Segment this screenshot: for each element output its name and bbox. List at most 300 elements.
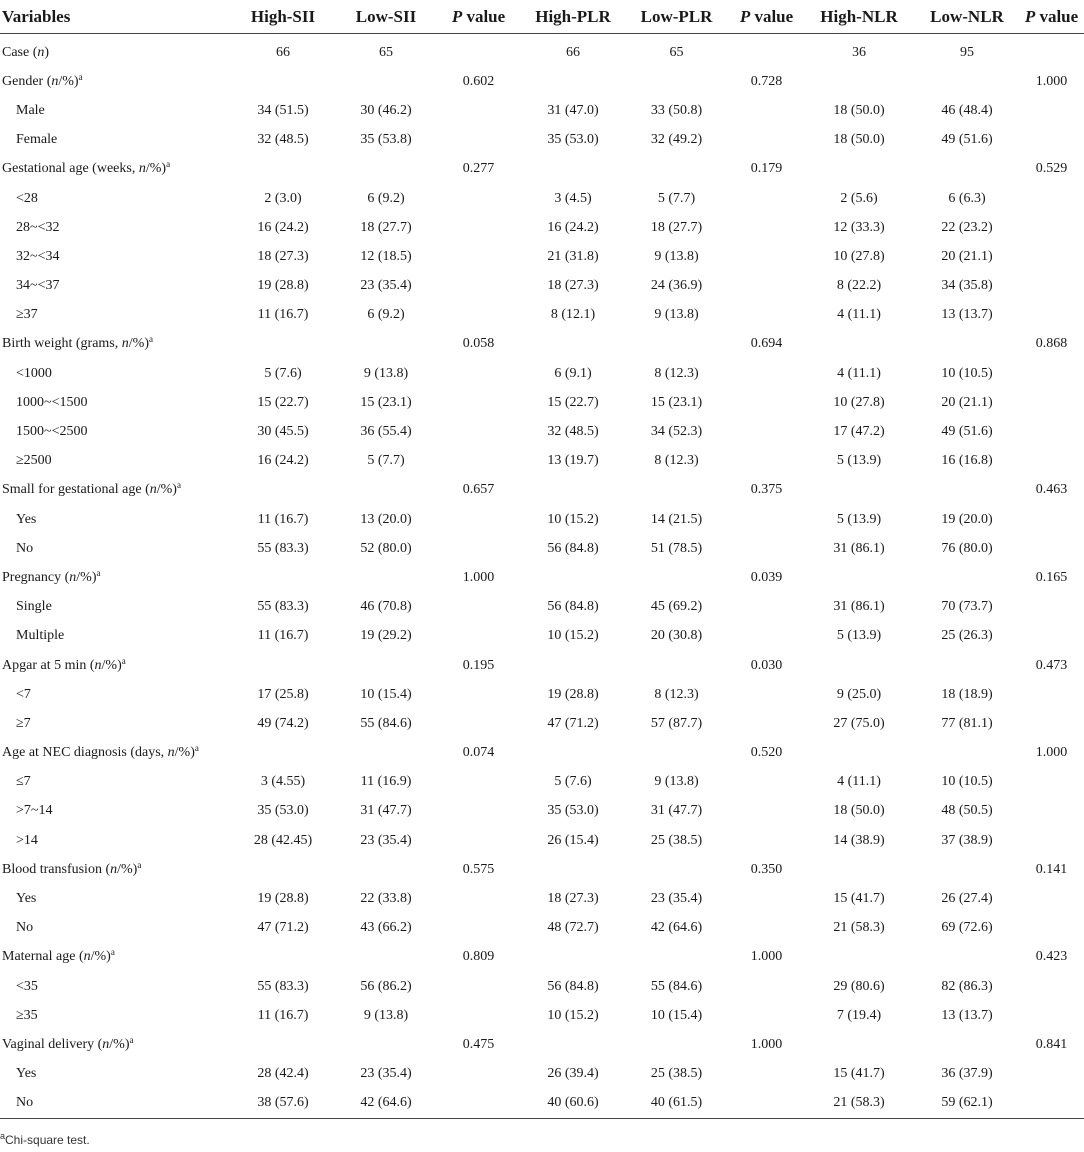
table-row — [0, 534, 1084, 563]
value-cell: 10 (15.4) — [650, 1007, 703, 1023]
row-label: No — [16, 540, 34, 556]
p-value-cell — [730, 359, 803, 388]
table-row — [0, 855, 1084, 884]
value-cell: 19 (29.2) — [360, 628, 412, 644]
row-label: ≥7 — [16, 715, 31, 731]
value-cell: 11 (16.7) — [257, 511, 309, 527]
row-label: ≤7 — [16, 774, 31, 790]
p-value-cell — [434, 622, 523, 651]
p-value-cell: 1.000 — [462, 569, 495, 585]
value-cell: 82 (86.3) — [941, 978, 993, 994]
value-cell: 4 (11.1) — [837, 774, 881, 790]
value-cell: 18 (50.0) — [833, 132, 885, 148]
value-cell: 23 (35.4) — [360, 1066, 412, 1082]
value-cell — [338, 943, 434, 972]
table-row — [0, 67, 1084, 96]
p-value-cell: 0.179 — [750, 161, 783, 177]
value-cell: 15 (23.1) — [360, 394, 412, 410]
value-cell: 16 (24.2) — [257, 219, 309, 235]
value-cell: 11 (16.7) — [257, 1007, 309, 1023]
table-row — [0, 593, 1084, 622]
value-cell: 31 (47.7) — [360, 803, 412, 819]
row-label: <35 — [16, 978, 38, 994]
p-value-cell — [1019, 447, 1084, 476]
value-cell: 45 (69.2) — [650, 599, 703, 615]
p-value-cell — [434, 184, 523, 213]
p-value-cell — [1019, 272, 1084, 301]
value-cell: 11 (16.7) — [257, 307, 309, 323]
table-row — [0, 563, 1084, 592]
value-cell: 48 (72.7) — [547, 920, 599, 936]
p-value-cell — [1019, 797, 1084, 826]
value-cell — [915, 855, 1019, 884]
value-cell: 20 (30.8) — [650, 628, 703, 644]
value-cell: 13 (13.7) — [941, 307, 993, 323]
value-cell: 16 (24.2) — [257, 453, 309, 469]
value-cell: 8 (12.3) — [654, 453, 699, 469]
value-cell: 13 (20.0) — [360, 511, 412, 527]
value-cell: 46 (48.4) — [941, 102, 993, 118]
value-cell — [623, 155, 730, 184]
p-value-cell — [730, 272, 803, 301]
value-cell: 13 (19.7) — [547, 453, 599, 469]
value-cell — [803, 651, 915, 680]
p-value-cell: 0.529 — [1035, 161, 1068, 177]
value-cell: 55 (83.3) — [257, 599, 309, 615]
value-cell: 18 (27.3) — [547, 891, 599, 907]
p-value-cell — [1019, 301, 1084, 330]
value-cell: 29 (80.6) — [833, 978, 885, 994]
value-cell — [228, 330, 338, 359]
value-cell: 18 (27.7) — [360, 219, 412, 235]
value-cell: 9 (13.8) — [654, 774, 699, 790]
value-cell — [523, 651, 623, 680]
p-value-cell — [1019, 768, 1084, 797]
value-cell: 5 (13.9) — [836, 628, 882, 644]
value-cell: 9 (13.8) — [654, 248, 699, 264]
value-cell: 24 (36.9) — [650, 278, 703, 294]
p-value-cell: 0.165 — [1035, 569, 1068, 585]
value-cell: 28 (42.45) — [253, 832, 313, 848]
value-cell: 35 (53.8) — [360, 132, 412, 148]
value-cell — [623, 1030, 730, 1059]
p-value-cell — [434, 213, 523, 242]
value-cell — [338, 563, 434, 592]
value-cell: 47 (71.2) — [547, 715, 599, 731]
p-value-cell — [434, 768, 523, 797]
table-row — [0, 272, 1084, 301]
value-cell: 36 (55.4) — [360, 424, 412, 440]
p-value-cell: 0.030 — [750, 657, 783, 673]
value-cell — [623, 943, 730, 972]
row-label: Vaginal delivery $(n/\%)^a$ — [2, 1034, 134, 1052]
value-cell: 21 (31.8) — [547, 248, 599, 264]
value-cell: 55 (83.3) — [257, 540, 309, 556]
value-cell: 35 (53.0) — [547, 803, 599, 819]
value-cell: 20 (21.1) — [941, 394, 993, 410]
value-cell: 55 (84.6) — [360, 715, 412, 731]
value-cell: 18 (50.0) — [833, 803, 885, 819]
p-value-cell: 0.475 — [462, 1036, 495, 1052]
p-value-cell — [1019, 709, 1084, 738]
value-cell: 69 (72.6) — [941, 920, 993, 936]
p-value-cell — [730, 826, 803, 855]
value-cell — [623, 67, 730, 96]
value-cell — [523, 1030, 623, 1059]
p-value-cell — [434, 447, 523, 476]
value-cell — [338, 651, 434, 680]
value-cell — [915, 1030, 1019, 1059]
row-label: ≥37 — [16, 307, 38, 323]
row-label: 1000~<1500 — [16, 394, 88, 410]
table-row — [0, 184, 1084, 213]
value-cell: 31 (86.1) — [833, 540, 885, 556]
p-value-cell — [730, 301, 803, 330]
value-cell: 16 (24.2) — [547, 219, 599, 235]
table-row — [0, 1089, 1084, 1119]
value-cell: 77 (81.1) — [941, 715, 993, 731]
value-cell: 4 (11.1) — [837, 365, 881, 381]
p-value-cell — [1019, 914, 1084, 943]
p-value-cell — [730, 213, 803, 242]
value-cell — [803, 476, 915, 505]
value-cell: 15 (23.1) — [650, 394, 703, 410]
p-value-cell: 0.141 — [1035, 861, 1068, 877]
row-label: 34~<37 — [16, 278, 60, 294]
value-cell: 14 (21.5) — [650, 511, 703, 527]
value-cell: 10 (10.5) — [941, 365, 993, 381]
value-cell: 49 (51.6) — [941, 132, 993, 148]
value-cell — [915, 155, 1019, 184]
value-cell: 18 (27.3) — [547, 278, 599, 294]
p-value-cell — [434, 914, 523, 943]
value-cell — [338, 739, 434, 768]
header-low-nlr: Low-NLR — [915, 0, 1019, 34]
value-cell: 11 (16.7) — [257, 628, 309, 644]
value-cell — [915, 330, 1019, 359]
value-cell: 6 (6.3) — [948, 190, 986, 206]
header-p-value-nlr: P value — [1019, 0, 1084, 34]
p-value-cell: 0.728 — [750, 73, 783, 89]
table-row — [0, 155, 1084, 184]
value-cell: 26 (27.4) — [941, 891, 993, 907]
value-cell — [338, 330, 434, 359]
value-cell: 15 (22.7) — [257, 394, 309, 410]
value-cell: 65 — [669, 44, 684, 60]
p-value-cell — [1019, 505, 1084, 534]
value-cell: 20 (21.1) — [941, 248, 993, 264]
value-cell: 5 (13.9) — [836, 453, 882, 469]
value-cell: 16 (16.8) — [941, 453, 993, 469]
value-cell: 4 (11.1) — [837, 307, 881, 323]
table-row — [0, 330, 1084, 359]
p-value-cell — [1019, 972, 1084, 1001]
value-cell: 56 (86.2) — [360, 978, 412, 994]
table-row — [0, 301, 1084, 330]
table-row — [0, 651, 1084, 680]
value-cell — [523, 739, 623, 768]
p-value-cell — [730, 184, 803, 213]
p-value-cell — [434, 534, 523, 563]
value-cell — [623, 739, 730, 768]
value-cell: 65 — [379, 44, 393, 60]
value-cell: 10 (15.2) — [547, 628, 599, 644]
p-value-cell — [1019, 1089, 1084, 1119]
p-value-cell — [434, 34, 523, 68]
row-label: Maternal age $(n/\%)^a$ — [2, 947, 115, 965]
value-cell: 2 (3.0) — [264, 190, 302, 206]
row-label: ≥2500 — [16, 453, 52, 469]
row-label: Yes — [16, 511, 37, 527]
p-value-cell — [1019, 1001, 1084, 1030]
value-cell: 35 (53.0) — [547, 132, 599, 148]
value-cell — [915, 563, 1019, 592]
p-value-cell — [1019, 593, 1084, 622]
row-label: Birth weight (grams, n/%)$^a$ — [2, 334, 153, 352]
value-cell: 40 (60.6) — [523, 1089, 623, 1119]
value-cell: 32 (49.2) — [650, 132, 703, 148]
p-value-cell — [434, 505, 523, 534]
value-cell — [803, 943, 915, 972]
p-value-cell — [434, 388, 523, 417]
value-cell — [915, 67, 1019, 96]
value-cell: 18 (27.7) — [650, 219, 703, 235]
p-value-cell — [1019, 417, 1084, 446]
p-value-cell — [434, 301, 523, 330]
row-label: 32~<34 — [16, 248, 60, 264]
p-value-cell — [1019, 884, 1084, 913]
row-label: Gender $(n/\%)^a$ — [2, 71, 83, 89]
value-cell — [803, 67, 915, 96]
value-cell — [523, 943, 623, 972]
p-value-cell — [1019, 96, 1084, 125]
value-cell — [803, 330, 915, 359]
value-cell: 49 (51.6) — [941, 424, 993, 440]
value-cell — [915, 651, 1019, 680]
value-cell — [915, 476, 1019, 505]
table-row — [0, 768, 1084, 797]
p-value-cell — [730, 126, 803, 155]
row-label: 1500~<2500 — [16, 424, 88, 440]
value-cell: 31 (86.1) — [833, 599, 885, 615]
value-cell: 27 (75.0) — [833, 715, 885, 731]
table-row — [0, 884, 1084, 913]
p-value-cell — [434, 1089, 523, 1119]
value-cell — [228, 476, 338, 505]
value-cell: 36 — [852, 44, 866, 60]
p-value-cell — [730, 680, 803, 709]
value-cell — [228, 651, 338, 680]
header-high-nlr: High-NLR — [803, 0, 915, 34]
table-row — [0, 359, 1084, 388]
value-cell: 57 (87.7) — [650, 715, 703, 731]
value-cell: 42 (64.6) — [650, 920, 703, 936]
p-value-cell — [730, 447, 803, 476]
p-value-cell — [434, 417, 523, 446]
table-body — [0, 34, 1084, 1119]
value-cell: 14 (38.9) — [833, 832, 885, 848]
value-cell — [228, 1030, 338, 1059]
value-cell: 38 (57.6) — [228, 1089, 338, 1119]
value-cell: 26 (39.4) — [547, 1066, 599, 1082]
p-value-cell: 0.039 — [750, 569, 783, 585]
value-cell: 7 (19.4) — [836, 1007, 882, 1023]
table-row — [0, 126, 1084, 155]
p-value-cell: 0.058 — [462, 336, 495, 352]
value-cell: 76 (80.0) — [941, 540, 993, 556]
table-row — [0, 34, 1084, 68]
header-low-plr: Low-PLR — [623, 0, 730, 34]
value-cell: 55 (83.3) — [257, 978, 309, 994]
value-cell: 15 (41.7) — [833, 891, 885, 907]
value-cell: 30 (45.5) — [257, 424, 309, 440]
p-value-cell: 0.657 — [462, 482, 495, 498]
value-cell: 48 (50.5) — [941, 803, 993, 819]
value-cell: 10 (15.2) — [547, 511, 599, 527]
table-row — [0, 1030, 1084, 1059]
value-cell: 10 (27.8) — [833, 248, 885, 264]
table-row — [0, 739, 1084, 768]
value-cell: 9 (13.8) — [363, 1007, 409, 1023]
value-cell: 8 (12.1) — [550, 307, 596, 323]
p-value-cell: 0.694 — [750, 336, 783, 352]
value-cell: 19 (28.8) — [257, 891, 309, 907]
p-value-cell — [1019, 126, 1084, 155]
value-cell: 6 (9.2) — [367, 307, 405, 323]
value-cell: 59 (62.1) — [915, 1089, 1019, 1119]
value-cell — [338, 476, 434, 505]
value-cell — [523, 155, 623, 184]
value-cell — [228, 943, 338, 972]
p-value-cell — [434, 242, 523, 271]
value-cell: 21 (58.3) — [803, 1089, 915, 1119]
p-value-cell — [730, 96, 803, 125]
table-row — [0, 680, 1084, 709]
p-value-cell — [1019, 388, 1084, 417]
value-cell: 10 (15.4) — [360, 686, 412, 702]
p-value-cell — [434, 593, 523, 622]
value-cell: 56 (84.8) — [547, 599, 599, 615]
p-value-cell — [434, 1001, 523, 1030]
value-cell: 10 (27.8) — [833, 394, 885, 410]
row-label: 28~<32 — [16, 219, 60, 235]
value-cell — [623, 563, 730, 592]
table-row — [0, 797, 1084, 826]
header-high-sii: High-SII — [228, 0, 338, 34]
value-cell: 18 (50.0) — [833, 102, 885, 118]
value-cell: 52 (80.0) — [360, 540, 412, 556]
p-value-cell — [434, 826, 523, 855]
value-cell: 2 (5.6) — [840, 190, 878, 206]
p-value-cell — [730, 1001, 803, 1030]
p-value-cell: 0.841 — [1035, 1036, 1068, 1052]
value-cell — [915, 943, 1019, 972]
p-value-cell: 0.195 — [462, 657, 495, 673]
p-value-cell: 0.423 — [1035, 949, 1068, 965]
value-cell — [623, 476, 730, 505]
p-value-cell — [1019, 359, 1084, 388]
p-value-cell — [730, 914, 803, 943]
p-value-cell — [730, 34, 803, 68]
value-cell: 46 (70.8) — [360, 599, 412, 615]
value-cell: 10 (10.5) — [941, 774, 993, 790]
footnote: $^a$Chi-square test. — [0, 1131, 90, 1147]
table-row — [0, 242, 1084, 271]
row-label: Yes — [16, 891, 37, 907]
header-p-value-plr: P value — [730, 0, 803, 34]
header-variables: Variables — [0, 0, 228, 34]
value-cell: 5 (7.7) — [657, 190, 696, 206]
p-value-cell: 1.000 — [1035, 73, 1068, 89]
row-label: <28 — [16, 190, 38, 206]
p-value-cell — [434, 96, 523, 125]
value-cell: 47 (71.2) — [257, 920, 309, 936]
p-value-cell: 1.000 — [750, 1036, 783, 1052]
row-label: Yes — [16, 1066, 37, 1082]
p-value-cell: 0.520 — [750, 745, 783, 761]
table-row — [0, 388, 1084, 417]
row-label: Age at NEC diagnosis (days, n/%)$^a$ — [2, 743, 199, 761]
value-cell — [523, 563, 623, 592]
header-low-sii: Low-SII — [338, 0, 434, 34]
row-label: No — [0, 1089, 228, 1119]
p-value-cell — [1019, 826, 1084, 855]
table-row — [0, 972, 1084, 1001]
value-cell — [338, 1030, 434, 1059]
p-value-cell: 0.473 — [1035, 657, 1068, 673]
value-cell — [803, 855, 915, 884]
value-cell: 40 (61.5) — [623, 1089, 730, 1119]
value-cell — [228, 855, 338, 884]
value-cell: 31 (47.0) — [547, 102, 599, 118]
p-value-cell — [730, 622, 803, 651]
table-row — [0, 943, 1084, 972]
value-cell: 5 (7.6) — [264, 365, 302, 381]
value-cell: 11 (16.9) — [360, 774, 412, 790]
p-value-cell — [1019, 242, 1084, 271]
header-row — [0, 0, 1084, 34]
value-cell — [623, 651, 730, 680]
value-cell: 13 (13.7) — [941, 1007, 993, 1023]
value-cell: 70 (73.7) — [941, 599, 993, 615]
value-cell: 9 (13.8) — [654, 307, 699, 323]
table-row — [0, 447, 1084, 476]
value-cell: 43 (66.2) — [360, 920, 412, 936]
table-row — [0, 417, 1084, 446]
value-cell: 15 (22.7) — [547, 394, 599, 410]
value-cell: 23 (35.4) — [360, 832, 412, 848]
p-value-cell: 0.868 — [1035, 336, 1068, 352]
value-cell: 37 (38.9) — [941, 832, 993, 848]
p-value-cell — [434, 359, 523, 388]
p-value-cell — [730, 768, 803, 797]
value-cell — [523, 855, 623, 884]
value-cell — [228, 155, 338, 184]
value-cell: 30 (46.2) — [360, 102, 412, 118]
table-row — [0, 622, 1084, 651]
table-row — [0, 213, 1084, 242]
value-cell: 51 (78.5) — [650, 540, 703, 556]
value-cell: 22 (23.2) — [941, 219, 993, 235]
row-label: <7 — [16, 686, 31, 702]
value-cell: 95 — [960, 44, 974, 60]
p-value-cell — [434, 709, 523, 738]
p-value-cell: 0.602 — [462, 73, 495, 89]
value-cell: 17 (25.8) — [257, 686, 309, 702]
value-cell: 23 (35.4) — [650, 891, 703, 907]
row-label: >7~14 — [16, 803, 53, 819]
value-cell: 23 (35.4) — [360, 278, 412, 294]
